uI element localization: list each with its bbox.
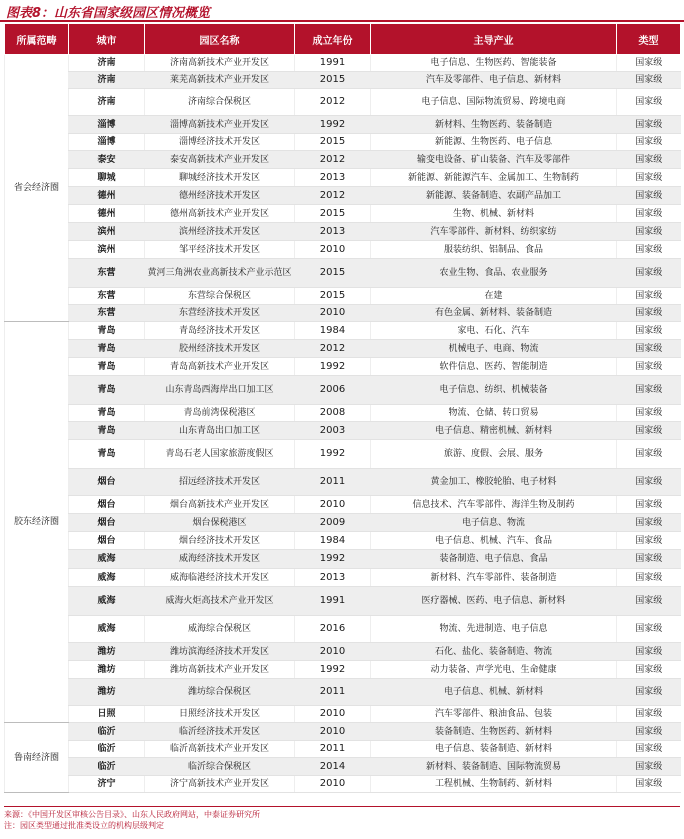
city-cell: 德州 [69,205,145,223]
type-cell: 国家级 [617,679,681,706]
park-name-cell: 泰安高新技术产业开发区 [145,151,295,169]
type-cell: 国家级 [617,514,681,532]
type-cell: 国家级 [617,706,681,723]
park-name-cell: 临沂经济技术开发区 [145,723,295,741]
city-cell: 威海 [69,550,145,569]
table-row [5,169,681,187]
year-cell: 2010 [295,706,371,723]
table-row [5,259,681,288]
park-name-cell: 烟台经济技术开发区 [145,532,295,550]
year-cell: 1992 [295,440,371,469]
type-cell: 国家级 [617,241,681,259]
table-row [5,758,681,776]
industry-cell: 信息技术、汽车零部件、海洋生物及制药 [371,496,617,514]
park-name-cell: 胶州经济技术开发区 [145,340,295,358]
type-cell: 国家级 [617,569,681,587]
type-cell: 国家级 [617,532,681,550]
year-cell: 2015 [295,72,371,89]
year-cell: 2012 [295,89,371,116]
table-row [5,514,681,532]
year-cell: 2008 [295,405,371,422]
table-row [5,116,681,134]
industry-cell: 装备制造、生物医药、新材料 [371,723,617,741]
park-name-cell: 淄博高新技术产业开发区 [145,116,295,134]
industry-cell: 动力装备、声学光电、生命健康 [371,661,617,679]
city-cell: 济南 [69,55,145,72]
year-cell: 2010 [295,305,371,322]
table-row [5,134,681,151]
city-cell: 烟台 [69,469,145,496]
year-cell: 1991 [295,587,371,616]
type-cell: 国家级 [617,469,681,496]
park-name-cell: 青岛石老人国家旅游度假区 [145,440,295,469]
city-cell: 东营 [69,305,145,322]
city-cell: 烟台 [69,532,145,550]
city-cell: 烟台 [69,514,145,532]
type-cell: 国家级 [617,205,681,223]
footnote: 注：园区类型通过批准类设立的机构层级判定 [4,821,164,830]
type-cell: 国家级 [617,440,681,469]
source-notes [4,806,680,831]
year-cell: 2009 [295,514,371,532]
industry-cell: 装备制造、电子信息、食品 [371,550,617,569]
industry-cell: 物流、先进制造、电子信息 [371,616,617,643]
year-cell: 1984 [295,322,371,340]
industry-cell: 新能源、装备制造、农副产品加工 [371,187,617,205]
park-name-cell: 山东青岛西海岸出口加工区 [145,376,295,405]
type-cell: 国家级 [617,376,681,405]
year-cell: 2011 [295,679,371,706]
region-cell: 胶东经济圈 [5,322,69,723]
table-row [5,550,681,569]
city-cell: 滨州 [69,223,145,241]
region-cell: 省会经济圈 [5,55,69,322]
industry-cell: 医疗器械、医药、电子信息、新材料 [371,587,617,616]
industry-cell: 电子信息、物流 [371,514,617,532]
table-row [5,741,681,758]
city-cell: 临沂 [69,758,145,776]
type-cell: 国家级 [617,305,681,322]
year-cell: 2012 [295,187,371,205]
year-cell: 2010 [295,241,371,259]
type-cell: 国家级 [617,405,681,422]
city-cell: 青岛 [69,358,145,376]
year-cell: 2010 [295,496,371,514]
park-name-cell: 潍坊滨海经济技术开发区 [145,643,295,661]
year-cell: 2014 [295,758,371,776]
park-name-cell: 威海综合保税区 [145,616,295,643]
type-cell: 国家级 [617,322,681,340]
source-note: 来源：《中国开发区审核公告目录》、山东人民政府网站，中泰证券研究所 [4,810,260,819]
industry-cell: 新材料、生物医药、装备制造 [371,116,617,134]
table-row [5,55,681,72]
industry-cell: 工程机械、生物制药、新材料 [371,776,617,793]
year-cell: 1992 [295,116,371,134]
city-cell: 青岛 [69,322,145,340]
city-cell: 日照 [69,706,145,723]
year-cell: 1991 [295,55,371,72]
type-cell: 国家级 [617,776,681,793]
type-cell: 国家级 [617,55,681,72]
year-cell: 2013 [295,569,371,587]
type-cell: 国家级 [617,358,681,376]
city-cell: 东营 [69,288,145,305]
industry-cell: 电子信息、国际物流贸易、跨境电商 [371,89,617,116]
year-cell: 2012 [295,151,371,169]
year-cell: 2013 [295,223,371,241]
park-name-cell: 济宁高新技术产业开发区 [145,776,295,793]
park-name-cell: 日照经济技术开发区 [145,706,295,723]
industry-cell: 电子信息、机械、汽车、食品 [371,532,617,550]
table-row [5,496,681,514]
park-name-cell: 烟台高新技术产业开发区 [145,496,295,514]
table-row [5,340,681,358]
header-park-name: 园区名称 [145,24,295,55]
year-cell: 2016 [295,616,371,643]
park-name-cell: 青岛前湾保税港区 [145,405,295,422]
park-name-cell: 德州高新技术产业开发区 [145,205,295,223]
industry-cell: 新能源、新能源汽车、金属加工、生物制药 [371,169,617,187]
year-cell: 2006 [295,376,371,405]
city-cell: 烟台 [69,496,145,514]
industry-cell: 汽车零部件、粮油食品、包装 [371,706,617,723]
table-row [5,288,681,305]
table-row [5,223,681,241]
park-name-cell: 潍坊高新技术产业开发区 [145,661,295,679]
type-cell: 国家级 [617,422,681,440]
park-name-cell: 威海临港经济技术开发区 [145,569,295,587]
city-cell: 临沂 [69,723,145,741]
city-cell: 滨州 [69,241,145,259]
park-name-cell: 招远经济技术开发区 [145,469,295,496]
type-cell: 国家级 [617,72,681,89]
year-cell: 2011 [295,741,371,758]
table-row [5,305,681,322]
table-row [5,723,681,741]
table-row [5,376,681,405]
year-cell: 2003 [295,422,371,440]
table-row [5,187,681,205]
park-name-cell: 青岛高新技术产业开发区 [145,358,295,376]
park-name-cell: 青岛经济技术开发区 [145,322,295,340]
city-cell: 聊城 [69,169,145,187]
type-cell: 国家级 [617,116,681,134]
city-cell: 泰安 [69,151,145,169]
table-row [5,643,681,661]
table-row [5,776,681,793]
year-cell: 2015 [295,288,371,305]
park-name-cell: 威海火炬高技术产业开发区 [145,587,295,616]
table-body [5,55,681,793]
city-cell: 青岛 [69,376,145,405]
industry-cell: 物流、仓储、转口贸易 [371,405,617,422]
industry-cell: 家电、石化、汽车 [371,322,617,340]
park-name-cell: 临沂高新技术产业开发区 [145,741,295,758]
table-row [5,569,681,587]
industry-cell: 新材料、装备制造、国际物流贸易 [371,758,617,776]
type-cell: 国家级 [617,169,681,187]
year-cell: 2010 [295,643,371,661]
city-cell: 淄博 [69,134,145,151]
park-name-cell: 黄河三角洲农业高新技术产业示范区 [145,259,295,288]
header-year: 成立年份 [295,24,371,55]
park-name-cell: 潍坊综合保税区 [145,679,295,706]
table-row [5,89,681,116]
table-row [5,469,681,496]
chart-title: 图表8：山东省国家级园区情况概览 [6,6,211,21]
type-cell: 国家级 [617,223,681,241]
year-cell: 2013 [295,169,371,187]
industry-cell: 农业生物、食品、农业服务 [371,259,617,288]
industry-cell: 服装纺织、铝制品、食品 [371,241,617,259]
type-cell: 国家级 [617,187,681,205]
city-cell: 潍坊 [69,661,145,679]
year-cell: 2011 [295,469,371,496]
park-name-cell: 烟台保税港区 [145,514,295,532]
industry-cell: 电子信息、精密机械、新材料 [371,422,617,440]
industry-cell: 黄金加工、橡胶轮胎、电子材料 [371,469,617,496]
industry-cell: 汽车及零部件、电子信息、新材料 [371,72,617,89]
table-row [5,616,681,643]
park-name-cell: 聊城经济技术开发区 [145,169,295,187]
year-cell: 2015 [295,259,371,288]
city-cell: 潍坊 [69,643,145,661]
type-cell: 国家级 [617,616,681,643]
industry-cell: 输变电设备、矿山装备、汽车及零部件 [371,151,617,169]
table-row [5,151,681,169]
type-cell: 国家级 [617,288,681,305]
industry-cell: 在建 [371,288,617,305]
table-row [5,205,681,223]
city-cell: 德州 [69,187,145,205]
city-cell: 潍坊 [69,679,145,706]
city-cell: 济南 [69,72,145,89]
industry-cell: 软件信息、医药、智能制造 [371,358,617,376]
year-cell: 2015 [295,205,371,223]
city-cell: 威海 [69,616,145,643]
table-row [5,358,681,376]
type-cell: 国家级 [617,151,681,169]
table-row [5,72,681,89]
year-cell: 2015 [295,134,371,151]
city-cell: 临沂 [69,741,145,758]
type-cell: 国家级 [617,550,681,569]
industry-cell: 旅游、度假、会展、服务 [371,440,617,469]
type-cell: 国家级 [617,89,681,116]
city-cell: 淄博 [69,116,145,134]
table-row [5,405,681,422]
industry-cell: 石化、盐化、装备制造、物流 [371,643,617,661]
type-cell: 国家级 [617,496,681,514]
industry-cell: 有色金属、新材料、装备制造 [371,305,617,322]
table-row [5,440,681,469]
type-cell: 国家级 [617,134,681,151]
city-cell: 青岛 [69,405,145,422]
year-cell: 2010 [295,723,371,741]
table-row [5,241,681,259]
header-industry: 主导产业 [371,24,617,55]
table-row [5,679,681,706]
table-row [5,532,681,550]
city-cell: 济宁 [69,776,145,793]
city-cell: 济南 [69,89,145,116]
header-city: 城市 [69,24,145,55]
park-name-cell: 滨州经济技术开发区 [145,223,295,241]
table-row [5,587,681,616]
park-name-cell: 淄博经济技术开发区 [145,134,295,151]
year-cell: 2010 [295,776,371,793]
year-cell: 2012 [295,340,371,358]
city-cell: 威海 [69,569,145,587]
industry-cell: 机械电子、电商、物流 [371,340,617,358]
park-name-cell: 济南高新技术产业开发区 [145,55,295,72]
industry-cell: 新能源、生物医药、电子信息 [371,134,617,151]
park-name-cell: 济南综合保税区 [145,89,295,116]
city-cell: 东营 [69,259,145,288]
industry-cell: 汽车零部件、新材料、纺织家纺 [371,223,617,241]
parks-table [4,23,681,793]
type-cell: 国家级 [617,340,681,358]
industry-cell: 电子信息、生物医药、智能装备 [371,55,617,72]
type-cell: 国家级 [617,587,681,616]
industry-cell: 电子信息、机械、新材料 [371,679,617,706]
year-cell: 1992 [295,358,371,376]
header-region: 所属范畴 [5,24,69,55]
city-cell: 青岛 [69,440,145,469]
city-cell: 青岛 [69,340,145,358]
table-header-row [5,24,681,55]
type-cell: 国家级 [617,741,681,758]
park-name-cell: 东营综合保税区 [145,288,295,305]
park-name-cell: 邹平经济技术开发区 [145,241,295,259]
table-row [5,322,681,340]
header-type: 类型 [617,24,681,55]
city-cell: 威海 [69,587,145,616]
park-name-cell: 东营经济技术开发区 [145,305,295,322]
city-cell: 青岛 [69,422,145,440]
table-row [5,422,681,440]
type-cell: 国家级 [617,661,681,679]
industry-cell: 电子信息、纺织、机械装备 [371,376,617,405]
park-name-cell: 莱芜高新技术产业开发区 [145,72,295,89]
region-cell: 鲁南经济圈 [5,723,69,793]
year-cell: 1984 [295,532,371,550]
park-name-cell: 德州经济技术开发区 [145,187,295,205]
type-cell: 国家级 [617,723,681,741]
year-cell: 1992 [295,661,371,679]
chart-title-bar [0,0,684,22]
park-name-cell: 威海经济技术开发区 [145,550,295,569]
industry-cell: 新材料、汽车零部件、装备制造 [371,569,617,587]
industry-cell: 生物、机械、新材料 [371,205,617,223]
park-name-cell: 山东青岛出口加工区 [145,422,295,440]
table-row [5,661,681,679]
year-cell: 1992 [295,550,371,569]
type-cell: 国家级 [617,643,681,661]
industry-cell: 电子信息、装备制造、新材料 [371,741,617,758]
type-cell: 国家级 [617,259,681,288]
table-row [5,706,681,723]
park-name-cell: 临沂综合保税区 [145,758,295,776]
type-cell: 国家级 [617,758,681,776]
